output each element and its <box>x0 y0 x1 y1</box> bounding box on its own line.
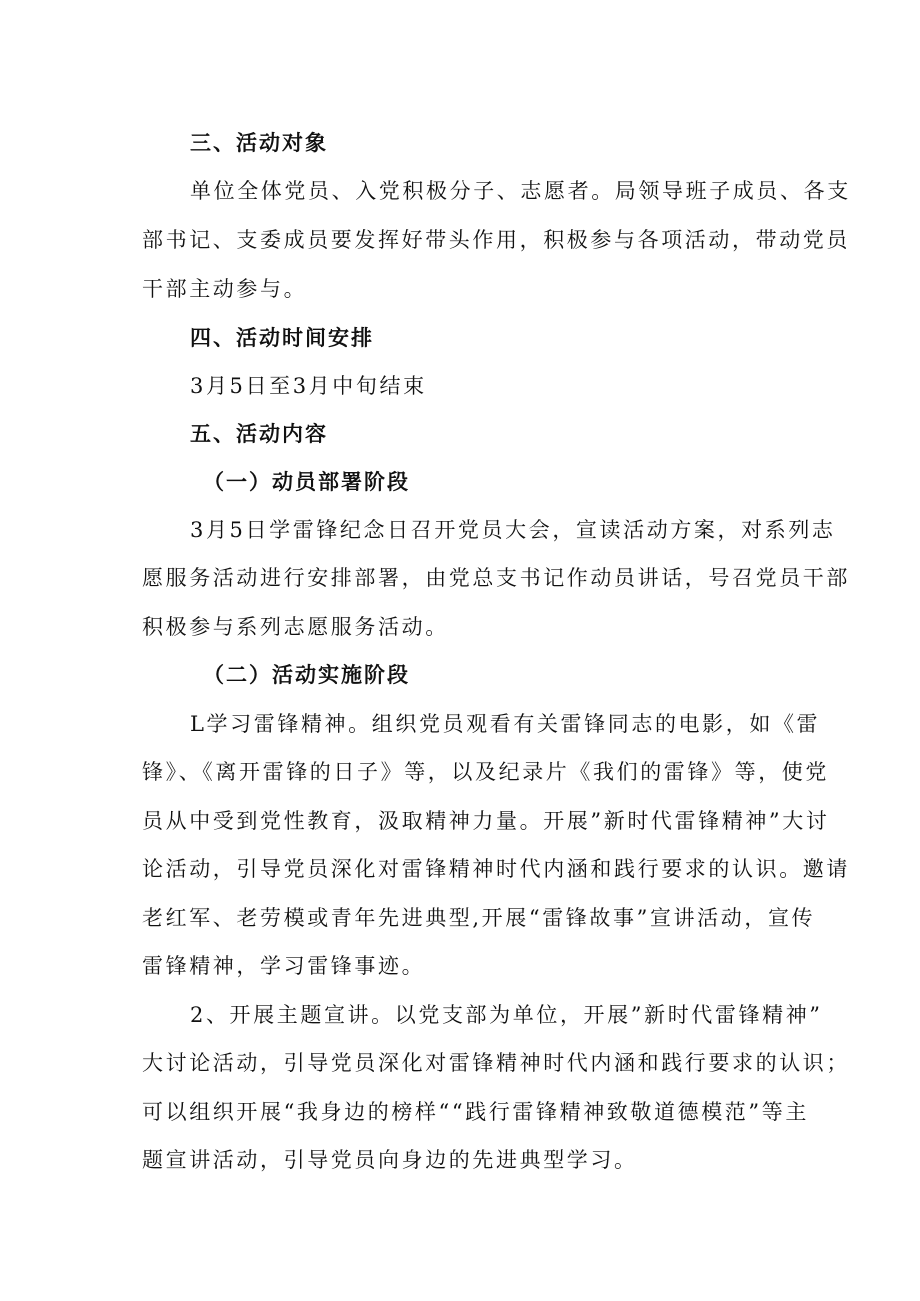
paragraph-line: 干部主动参与。 <box>142 277 308 301</box>
paragraph-line: 锋》、《离开雷锋的日子》等，以及纪录片《我们的雷锋》等，使党 <box>142 760 829 784</box>
paragraph-line: 3月5日至3月中旬结束 <box>190 374 427 398</box>
subsection-heading-2: （二）活动实施阶段 <box>203 663 410 687</box>
paragraph-line: 雷锋精神，学习雷锋事迹。 <box>142 954 426 978</box>
paragraph-line: 单位全体党员、入党积极分子、志愿者。局领导班子成员、各支 <box>190 179 851 203</box>
paragraph-line: 可以组织开展“我身边的榜样““践行雷锋精神致敬道德模范”等主 <box>142 1100 809 1124</box>
paragraph-line: 论活动，引导党员深化对雷锋精神时代内涵和践行要求的认识。邀请 <box>142 857 850 881</box>
paragraph-line: 老红军、老劳模或青年先进典型,开展“雷锋故事”宣讲活动，宣传 <box>142 906 816 930</box>
paragraph-line: 部书记、支委成员要发挥好带头作用，积极参与各项活动，带动党员 <box>142 228 850 252</box>
paragraph-line: L学习雷锋精神。组织党员观看有关雷锋同志的电影，如《雷 <box>190 712 821 736</box>
subsection-heading-1: （一）动员部署阶段 <box>203 470 410 494</box>
paragraph-line: 员从中受到党性教育，汲取精神力量。开展”新时代雷锋精神”大讨 <box>142 809 830 833</box>
paragraph-line: 大讨论活动，引导党员深化对雷锋精神时代内涵和践行要求的认识； <box>142 1051 850 1075</box>
section-heading-4: 四、活动时间安排 <box>190 326 374 350</box>
section-heading-3: 三、活动对象 <box>190 131 328 155</box>
paragraph-line: 积极参与系列志愿服务活动。 <box>142 615 449 639</box>
paragraph-line: 题宣讲活动，引导党员向身边的先进典型学习。 <box>142 1148 638 1172</box>
paragraph-line: 愿服务活动进行安排部署，由党总支书记作动员讲话，号召党员干部 <box>142 566 850 590</box>
paragraph-line: 2、开展主题宣讲。以党支部为单位，开展”新时代雷锋精神” <box>190 1003 823 1027</box>
section-heading-5: 五、活动内容 <box>190 422 328 446</box>
paragraph-line: 3月5日学雷锋纪念日召开党员大会，宣读活动方案，对系列志 <box>190 518 836 542</box>
